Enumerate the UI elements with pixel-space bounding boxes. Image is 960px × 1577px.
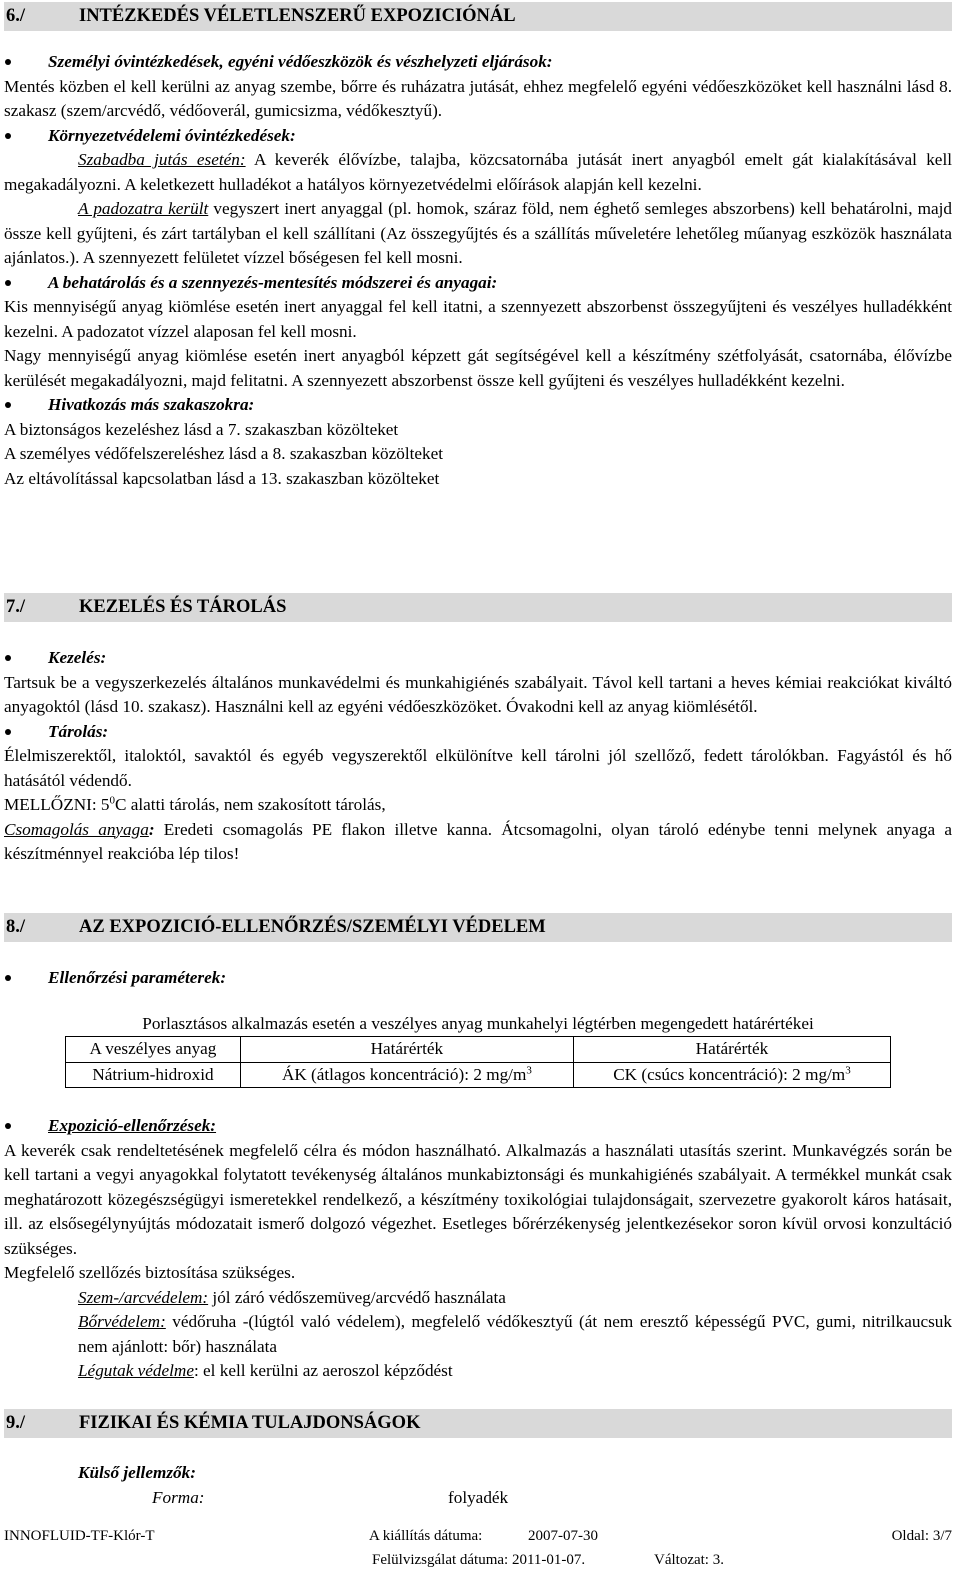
paragraph <box>4 197 952 271</box>
section-6-body <box>4 50 952 491</box>
inline-text: MELLŐZNI: 5 <box>4 795 110 814</box>
inline-label: Szem-/arcvédelem: <box>78 1287 209 1307</box>
table-header: A veszélyes anyag <box>66 1037 241 1063</box>
bullet-icon <box>5 655 11 661</box>
subheading: Kezelés: <box>48 648 107 667</box>
subheading: Tárolás: <box>48 721 109 741</box>
paragraph: A biztonságos kezeléshez lásd a 7. szakaszban közölteket <box>4 419 399 439</box>
footer-issue-label: A kiállítás dátuma: <box>369 1528 483 1544</box>
table-row <box>66 1062 891 1088</box>
table-cell: Nátrium-hidroxid <box>66 1062 241 1088</box>
inline-label: Légutak védelme <box>78 1361 194 1380</box>
paragraph: Mentés közben el kell kerülni az anyag szembe, bőrre és ruházatra jutását, ehhez megfelelő egyéni védőeszközöket kell használni lásd 8. szakasz (szem/arcvédő, védőoverál, gumicsizma, védőkesztyű). <box>4 76 952 120</box>
subheading: Külső jellemzők: <box>78 1463 196 1482</box>
section-title: FIZIKAI ÉS KÉMIA TULAJDONSÁGOK <box>79 1413 421 1433</box>
property-row <box>4 1486 952 1510</box>
paragraph: A keverék csak rendeltetésének megfelelő célra és módon használható. Alkalmazás a használati utasítás szerint. Munkavégzés során be kell tartani a vegyi anyagokkal folytatott tevékenység általános munkabiztonsági és munkahigiénés szabályait. A termékkel munkát csak meghatározott közegészségügyi ismeretekkel rendelkező, a készítmény toxikológiai tulajdonságait, szervezetre gyakorolt káros hatásait, ill. az elsősegélynyújtás módozatait ismerő dolgozó végezhet. Esetleges bőrérzékenység jelentkezésekor soron kívül orvosi konzultáció szükséges. <box>4 1140 952 1258</box>
inline-label: Szabadba jutás esetén: <box>78 150 246 169</box>
paragraph <box>4 818 952 867</box>
paragraph <box>4 1359 952 1384</box>
footer-issue-date: 2007-07-30 <box>528 1528 598 1544</box>
property-label: Forma: <box>152 1487 205 1507</box>
bullet-ref <box>4 393 952 418</box>
bullet-personal <box>4 50 952 75</box>
subheading: Személyi óvintézkedések, egyéni védőeszközök és vészhelyzeti eljárások: <box>48 52 553 71</box>
section-6-header <box>4 2 952 31</box>
paragraph: Élelmiszerektől, italoktól, savaktól és egyéb vegyszerektől elkülönítve kell tárolni jól szellőző, fedett tárolókban. Fagyástól és hő hatásától védendő. <box>4 746 952 790</box>
table-cell <box>240 1062 573 1088</box>
superscript: 3 <box>845 1063 851 1076</box>
table-header: Határérték <box>240 1037 573 1063</box>
bullet-handling <box>4 646 952 671</box>
section-number: 9./ <box>6 1413 26 1433</box>
inline-text: C alatti tárolás, nem szakosított tárolás, <box>115 795 386 814</box>
bullet-icon <box>5 729 11 735</box>
section-number: 8./ <box>6 917 26 937</box>
cell-text: ÁK (átlagos koncentráció): 2 mg/m <box>281 1064 527 1084</box>
table-caption: Porlasztásos alkalmazás esetén a veszélyes anyag munkahelyi légtérben megengedett határértékei <box>66 1012 891 1037</box>
section-number: 6./ <box>6 6 26 26</box>
section-8-body <box>4 966 952 1384</box>
bullet-icon <box>5 402 11 408</box>
subheading: A behatárolás és a szennyezés-mentesítés módszerei és anyagai: <box>48 272 498 292</box>
inline-label: Csomagolás anyaga <box>4 819 149 839</box>
inline-label: A padozatra került <box>78 199 209 218</box>
bullet-contain <box>4 271 952 296</box>
superscript: 0 <box>109 794 115 807</box>
section-title: INTÉZKEDÉS VÉLETLENSZERŰ EXPOZICIÓNÁL <box>79 6 516 26</box>
section-9-header <box>4 1409 952 1438</box>
subheading: Hivatkozás más szakaszokra: <box>48 395 255 414</box>
inline-text: Eredeti csomagolás PE flakon illetve kanna. Átcsomagolni, olyan tároló edénybe tenni melynek anyaga a készítménnyel reakcióba lép tilos! <box>4 819 952 863</box>
inline-text: jól záró védőszemüveg/arcvédő használata <box>208 1287 506 1307</box>
paragraph: Kis mennyiségű anyag kiömlése esetén inert anyaggal fel kell itatni, a szennyezett abszorbenst összegyűjteni és veszélyes hulladékként kezelni. A padozatot vízzel alaposan fel kell mosni. <box>4 297 952 341</box>
inline-text: védőruha -(lúgtól való védelem), megfelelő védőkesztyű (át nem eresztő képességű PVC, gumi, nitrilkaucsuk nem ajánlott: bőr) használata <box>78 1312 952 1356</box>
footer-page-number: Oldal: 3/7 <box>891 1528 952 1544</box>
paragraph <box>4 1310 952 1359</box>
paragraph: Megfelelő szellőzés biztosítása szükséges. <box>4 1263 296 1282</box>
paragraph <box>4 1286 952 1311</box>
bullet-icon <box>5 280 11 286</box>
bullet-icon <box>5 133 11 139</box>
paragraph: Nagy mennyiségű anyag kiömlése esetén inert anyagból képzett gát segítségével kell a készítmény szétfolyását, csatornába, élővízbe kerülését megakadályozni, majd felitatni. A szennyezett abszorbenst össze kell gyűjteni és veszélyes hulladékként kezelni. <box>4 346 952 390</box>
section-9-body <box>4 1461 952 1510</box>
bullet-params <box>4 966 952 991</box>
bullet-exposure <box>4 1114 952 1139</box>
inline-text: A keverék élővízbe, talajba, közcsatornába jutását inert anyagból emelt gát kialakításával kell megakadályozni. A keletkezett hulladékot a hatályos környezetvédelmi előírások alapján kell kezelni. <box>4 150 952 194</box>
inline-label: Bőrvédelem: <box>78 1312 166 1331</box>
inline-colon: : <box>148 819 155 839</box>
bullet-icon <box>5 59 11 65</box>
section-title: KEZELÉS ÉS TÁROLÁS <box>79 597 287 617</box>
section-7-header <box>4 593 952 622</box>
cell-text: CK (csúcs koncentráció): 2 mg/m <box>613 1064 846 1084</box>
bullet-storage <box>4 720 952 745</box>
table-header: Határérték <box>573 1037 890 1063</box>
table-cell <box>573 1062 890 1088</box>
paragraph: A személyes védőfelszereléshez lásd a 8. szakaszban közölteket <box>4 444 444 463</box>
bullet-icon <box>5 1123 11 1129</box>
section-title: AZ EXPOZICIÓ-ELLENŐRZÉS/SZEMÉLYI VÉDELEM <box>79 917 546 937</box>
superscript: 3 <box>526 1063 532 1076</box>
subheading: Ellenőrzési paraméterek: <box>48 968 227 987</box>
paragraph <box>4 793 952 818</box>
paragraph <box>4 148 952 197</box>
footer-product: INNOFLUID-TF-Klór-T <box>4 1528 155 1544</box>
subheading: Környezetvédelemi óvintézkedések: <box>48 125 296 145</box>
bullet-icon <box>5 975 11 981</box>
footer-version: Változat: 3. <box>654 1552 724 1568</box>
property-value: folyadék <box>448 1487 509 1507</box>
subheading: Expozició-ellenőrzések: <box>48 1116 217 1135</box>
inline-text: vegyszert inert anyaggal (pl. homok, száraz föld, nem éghető semleges abszorbens) kell behatárolni, majd össze kell gyűjteni, és zárt tartályban el kell szállítani (Az összegyűjtés és a szállítás műveletére lehetőleg műanyag eszközök használata ajánlatos.). A szennyezett felületet vízzel bőségesen fel kell mosni. <box>4 199 952 267</box>
page-footer <box>4 1526 952 1576</box>
limit-table <box>65 1012 891 1089</box>
section-7-body <box>4 646 952 867</box>
section-8-header <box>4 913 952 942</box>
bullet-env <box>4 124 952 149</box>
paragraph: Az eltávolítással kapcsolatban lásd a 13. szakaszban közölteket <box>4 468 440 488</box>
footer-revision: Felülvizsgálat dátuma: 2011-01-07. <box>372 1552 586 1568</box>
inline-text: : el kell kerülni az aeroszol képződést <box>193 1361 453 1380</box>
paragraph: Tartsuk be a vegyszerkezelés általános munkavédelmi és munkahigiénés szabályait. Távol kell tartani a heves kémiai reakciókat kiváltó anyagoktól (lásd 10. szakasz). Használni kell az egyéni védőeszközöket. Óvakodni kell az anyag kiömlésétől. <box>4 672 952 716</box>
section-number: 7./ <box>6 597 26 617</box>
table-header-row <box>66 1037 891 1063</box>
